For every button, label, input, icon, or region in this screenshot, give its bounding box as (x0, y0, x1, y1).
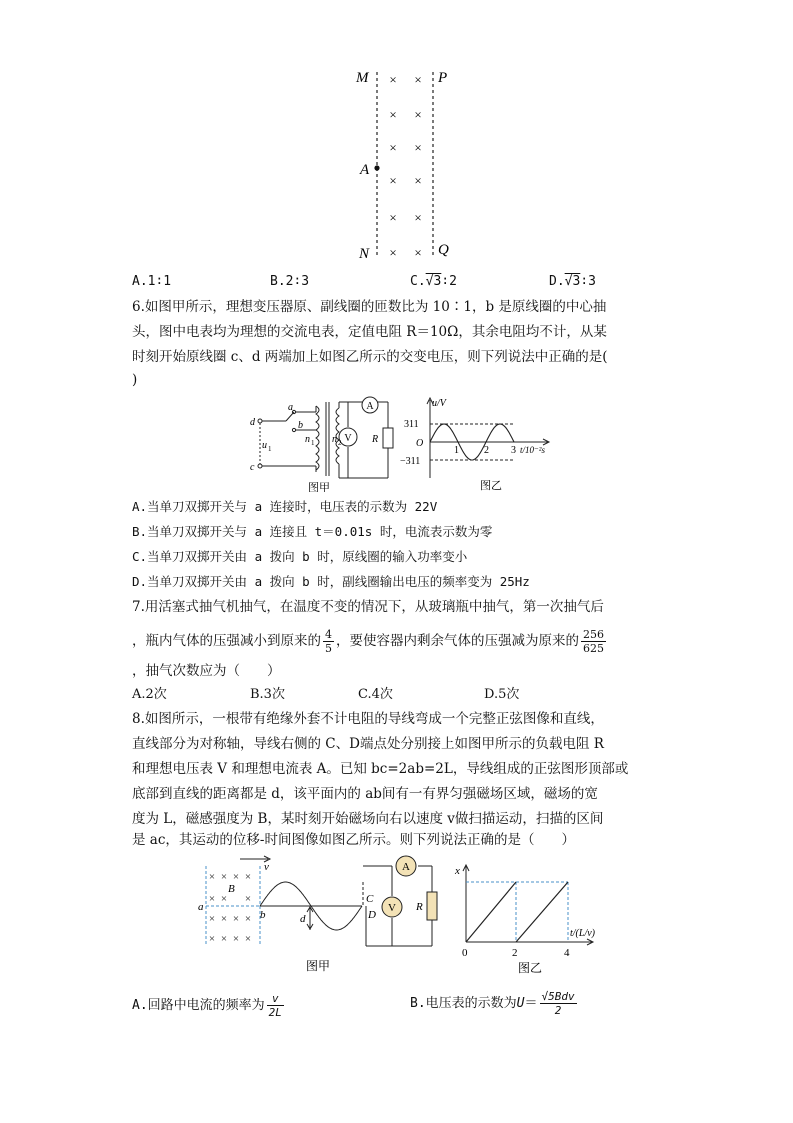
voltage-u: u (262, 440, 267, 451)
terminal-d: D (368, 909, 376, 921)
axis-t-label: t/(L/v) (570, 928, 595, 939)
switch-b: b (298, 420, 303, 431)
q8-stem-line-4: 底部到直线的距离都是 d，该平面内的 ab间有一有界匀强磁场区域，磁场的宽 (132, 786, 598, 802)
label-a: A (360, 162, 370, 178)
label-m: M (356, 70, 369, 86)
ammeter-label: A (366, 401, 374, 412)
point-b: b (260, 909, 266, 921)
q8-stem-line-5: 度为 L，磁感强度为 B，某时刻开始磁场向右以速度 v做扫描运动，扫描的区间 (132, 811, 604, 827)
field-b: B (228, 883, 235, 895)
q7-option-b: B.3次 (250, 687, 285, 702)
ammeter-label: A (402, 861, 410, 873)
q5-option-d-prefix: D. (549, 274, 565, 289)
frac-num: 256 (583, 628, 604, 641)
voltmeter (382, 897, 402, 917)
q7-stem-line-3: ，抽气次数应为（ ） (132, 663, 281, 679)
cross: × (389, 245, 397, 260)
voltmeter-label: V (344, 433, 352, 444)
cross: × (414, 210, 422, 225)
cross: × (220, 871, 228, 883)
caption-yi: 图乙 (480, 480, 502, 492)
q7-stem-line-2 (132, 624, 608, 658)
origin-0: 0 (462, 947, 468, 959)
q5-option-c (410, 272, 457, 292)
q7-text-b: ，要使容器内剩余气体的压强减为原来的 (336, 633, 579, 649)
cross: × (220, 913, 228, 925)
q5-option-a: A.1∶1 (132, 274, 172, 289)
tick-2: 2 (512, 947, 518, 959)
cross: × (232, 933, 240, 945)
q6-stem-line-2: 头，图中电表均为理想的交流电表，定值电阻 R＝10Ω，其余电阻均不计，从某 (132, 324, 607, 340)
equals-sign: ＝ (524, 996, 538, 1011)
q8-stem-line-6: 是 ac，其运动的位移-时间图像如图乙所示。则下列说法正确的是（ ） (132, 832, 575, 848)
q6-stem-line-1: 6.如图甲所示，理想变压器原、副线圈的匝数比为 10∶1，b 是原线圈的中心抽 (132, 299, 607, 315)
q5-option-c-radical: √3 (425, 274, 442, 289)
tick-4: 4 (564, 947, 570, 959)
q6-option-a: A.当单刀双掷开关与 a 连接时，电压表的示数为 22V (132, 499, 438, 514)
cross: × (389, 173, 397, 188)
tick-311: 311 (404, 419, 419, 430)
frac-den: 625 (583, 642, 604, 655)
cross: × (414, 72, 422, 87)
caption-jia: 图甲 (306, 959, 331, 973)
frac-den: 2 (554, 1004, 562, 1017)
cross: × (414, 173, 422, 188)
q7-option-c: C.4次 (358, 687, 393, 702)
caption-jia: 图甲 (308, 482, 330, 492)
q8-option-a (132, 988, 286, 1024)
switch-a: a (288, 402, 293, 413)
frac-den: 5 (325, 642, 332, 655)
resistor-r: R (416, 901, 423, 913)
cross: × (414, 107, 422, 122)
terminal-d: d (250, 417, 255, 428)
velocity-v: v (264, 861, 269, 873)
point-a: a (198, 901, 204, 913)
cross: × (389, 107, 397, 122)
cross: × (244, 913, 252, 925)
cross: × (244, 933, 252, 945)
xt-segment-1 (466, 882, 516, 942)
caption-yi: 图乙 (518, 961, 543, 975)
cross: × (244, 893, 252, 905)
cross: × (414, 140, 422, 155)
xt-segment-2 (516, 882, 568, 942)
q7-option-a: A.2次 (132, 687, 167, 702)
q6-stem-line-4: ) (132, 372, 138, 388)
q7-option-d: D.5次 (484, 687, 520, 702)
cross: × (220, 933, 228, 945)
coil-n2-sub: 2 (338, 439, 342, 447)
fraction-4-5 (323, 628, 334, 655)
axis-u-label: u/V (432, 398, 446, 409)
tick-neg311: −311 (400, 456, 421, 467)
tick-1: 1 (454, 445, 459, 456)
axis-x-label: x (455, 865, 460, 877)
fraction-256-625 (581, 628, 606, 655)
cross: × (208, 871, 216, 883)
q5-option-d-radical: √3 (564, 274, 581, 289)
coil-n2: n (332, 434, 337, 445)
voltmeter (339, 428, 357, 446)
q5-option-d (549, 272, 596, 292)
q6-option-c: C.当单刀双掷开关由 a 拨向 b 时，原线圈的输入功率变小 (132, 549, 468, 564)
field-crosses (389, 72, 421, 260)
q6-stem-line-3: 时刻开始原线圈 c、d 两端加上如图乙所示的交变电压，则下列说法中正确的是( (132, 349, 608, 365)
distance-d: d (300, 913, 306, 925)
tick-2: 2 (484, 445, 489, 456)
symbol-u: U (516, 996, 525, 1011)
q7-text-a: ，瓶内气体的压强减小到原来的 (132, 633, 321, 649)
ammeter (396, 856, 416, 876)
coil-n1-sub: 1 (311, 439, 315, 447)
fraction-v-2l (267, 992, 284, 1019)
frac-den: 2L (268, 1006, 282, 1019)
cross: × (208, 933, 216, 945)
q6-option-d: D.当单刀双掷开关由 a 拨向 b 时，副线圈输出电压的频率变为 25Hz (132, 574, 530, 589)
frac-num: √5Bdv (541, 990, 575, 1003)
q5-option-b: B.2∶3 (270, 274, 310, 289)
label-q: Q (438, 242, 449, 258)
cross: × (208, 913, 216, 925)
q8-stem-line-3: 和理想电压表 V 和理想电流表 A。已知 bc=2ab=2L，导线组成的正弦图形顶部或 (132, 761, 629, 777)
figure-magnetic-strip (350, 62, 460, 267)
label-p: P (438, 70, 448, 86)
terminal-c: C (366, 893, 374, 905)
fraction-sqrt5bdv-2 (540, 990, 577, 1017)
q5-option-c-ratio: ∶2 (441, 274, 457, 289)
ammeter (362, 397, 378, 413)
cross: × (414, 245, 422, 260)
resistor-r: R (372, 434, 379, 445)
q8-option-a-text: A.回路中电流的频率为 (132, 998, 265, 1013)
frac-num: 4 (325, 628, 332, 641)
origin-o: O (416, 438, 424, 449)
q8-option-b (410, 984, 579, 1024)
q5-option-d-ratio: ∶3 (580, 274, 596, 289)
coil-n1: n (305, 434, 310, 445)
frac-num: v (267, 992, 284, 1006)
q8-stem-line-1: 8.如图所示，一根带有绝缘外套不计电阻的导线弯成一个完整正弦图像和直线， (132, 711, 604, 727)
voltage-u-sub: 1 (268, 445, 272, 453)
point-a-dot (374, 165, 379, 170)
q6-figure-yi-graph (398, 394, 560, 492)
q8-stem-line-2: 直线部分为对称轴，导线右侧的 C、D端点处分别接上如图甲所示的负载电阻 R (132, 736, 604, 752)
terminal-c: c (250, 462, 255, 473)
q6-figure-jia-circuit (248, 396, 398, 492)
cross: × (208, 893, 216, 905)
cross: × (244, 871, 252, 883)
cross: × (389, 210, 397, 225)
cross: × (389, 140, 397, 155)
tick-3: 3 (511, 445, 516, 456)
q5-option-c-prefix: C. (410, 274, 426, 289)
q6-option-b: B.当单刀双掷开关与 a 连接且 t＝0.01s 时，电流表示数为零 (132, 524, 493, 539)
q8-figure-jia (196, 852, 446, 977)
cross: × (232, 871, 240, 883)
q8-figure-yi (452, 860, 612, 975)
q8-option-b-text: B.电压表的示数为 (410, 996, 517, 1011)
cross: × (220, 893, 228, 905)
axis-t-label: t/10⁻²s (520, 445, 545, 455)
cross: × (389, 72, 397, 87)
voltmeter-label: V (388, 902, 396, 914)
label-n: N (359, 246, 370, 262)
cross: × (232, 913, 240, 925)
q7-stem-line-1: 7.用活塞式抽气机抽气，在温度不变的情况下，从玻璃瓶中抽气，第一次抽气后 (132, 599, 604, 615)
